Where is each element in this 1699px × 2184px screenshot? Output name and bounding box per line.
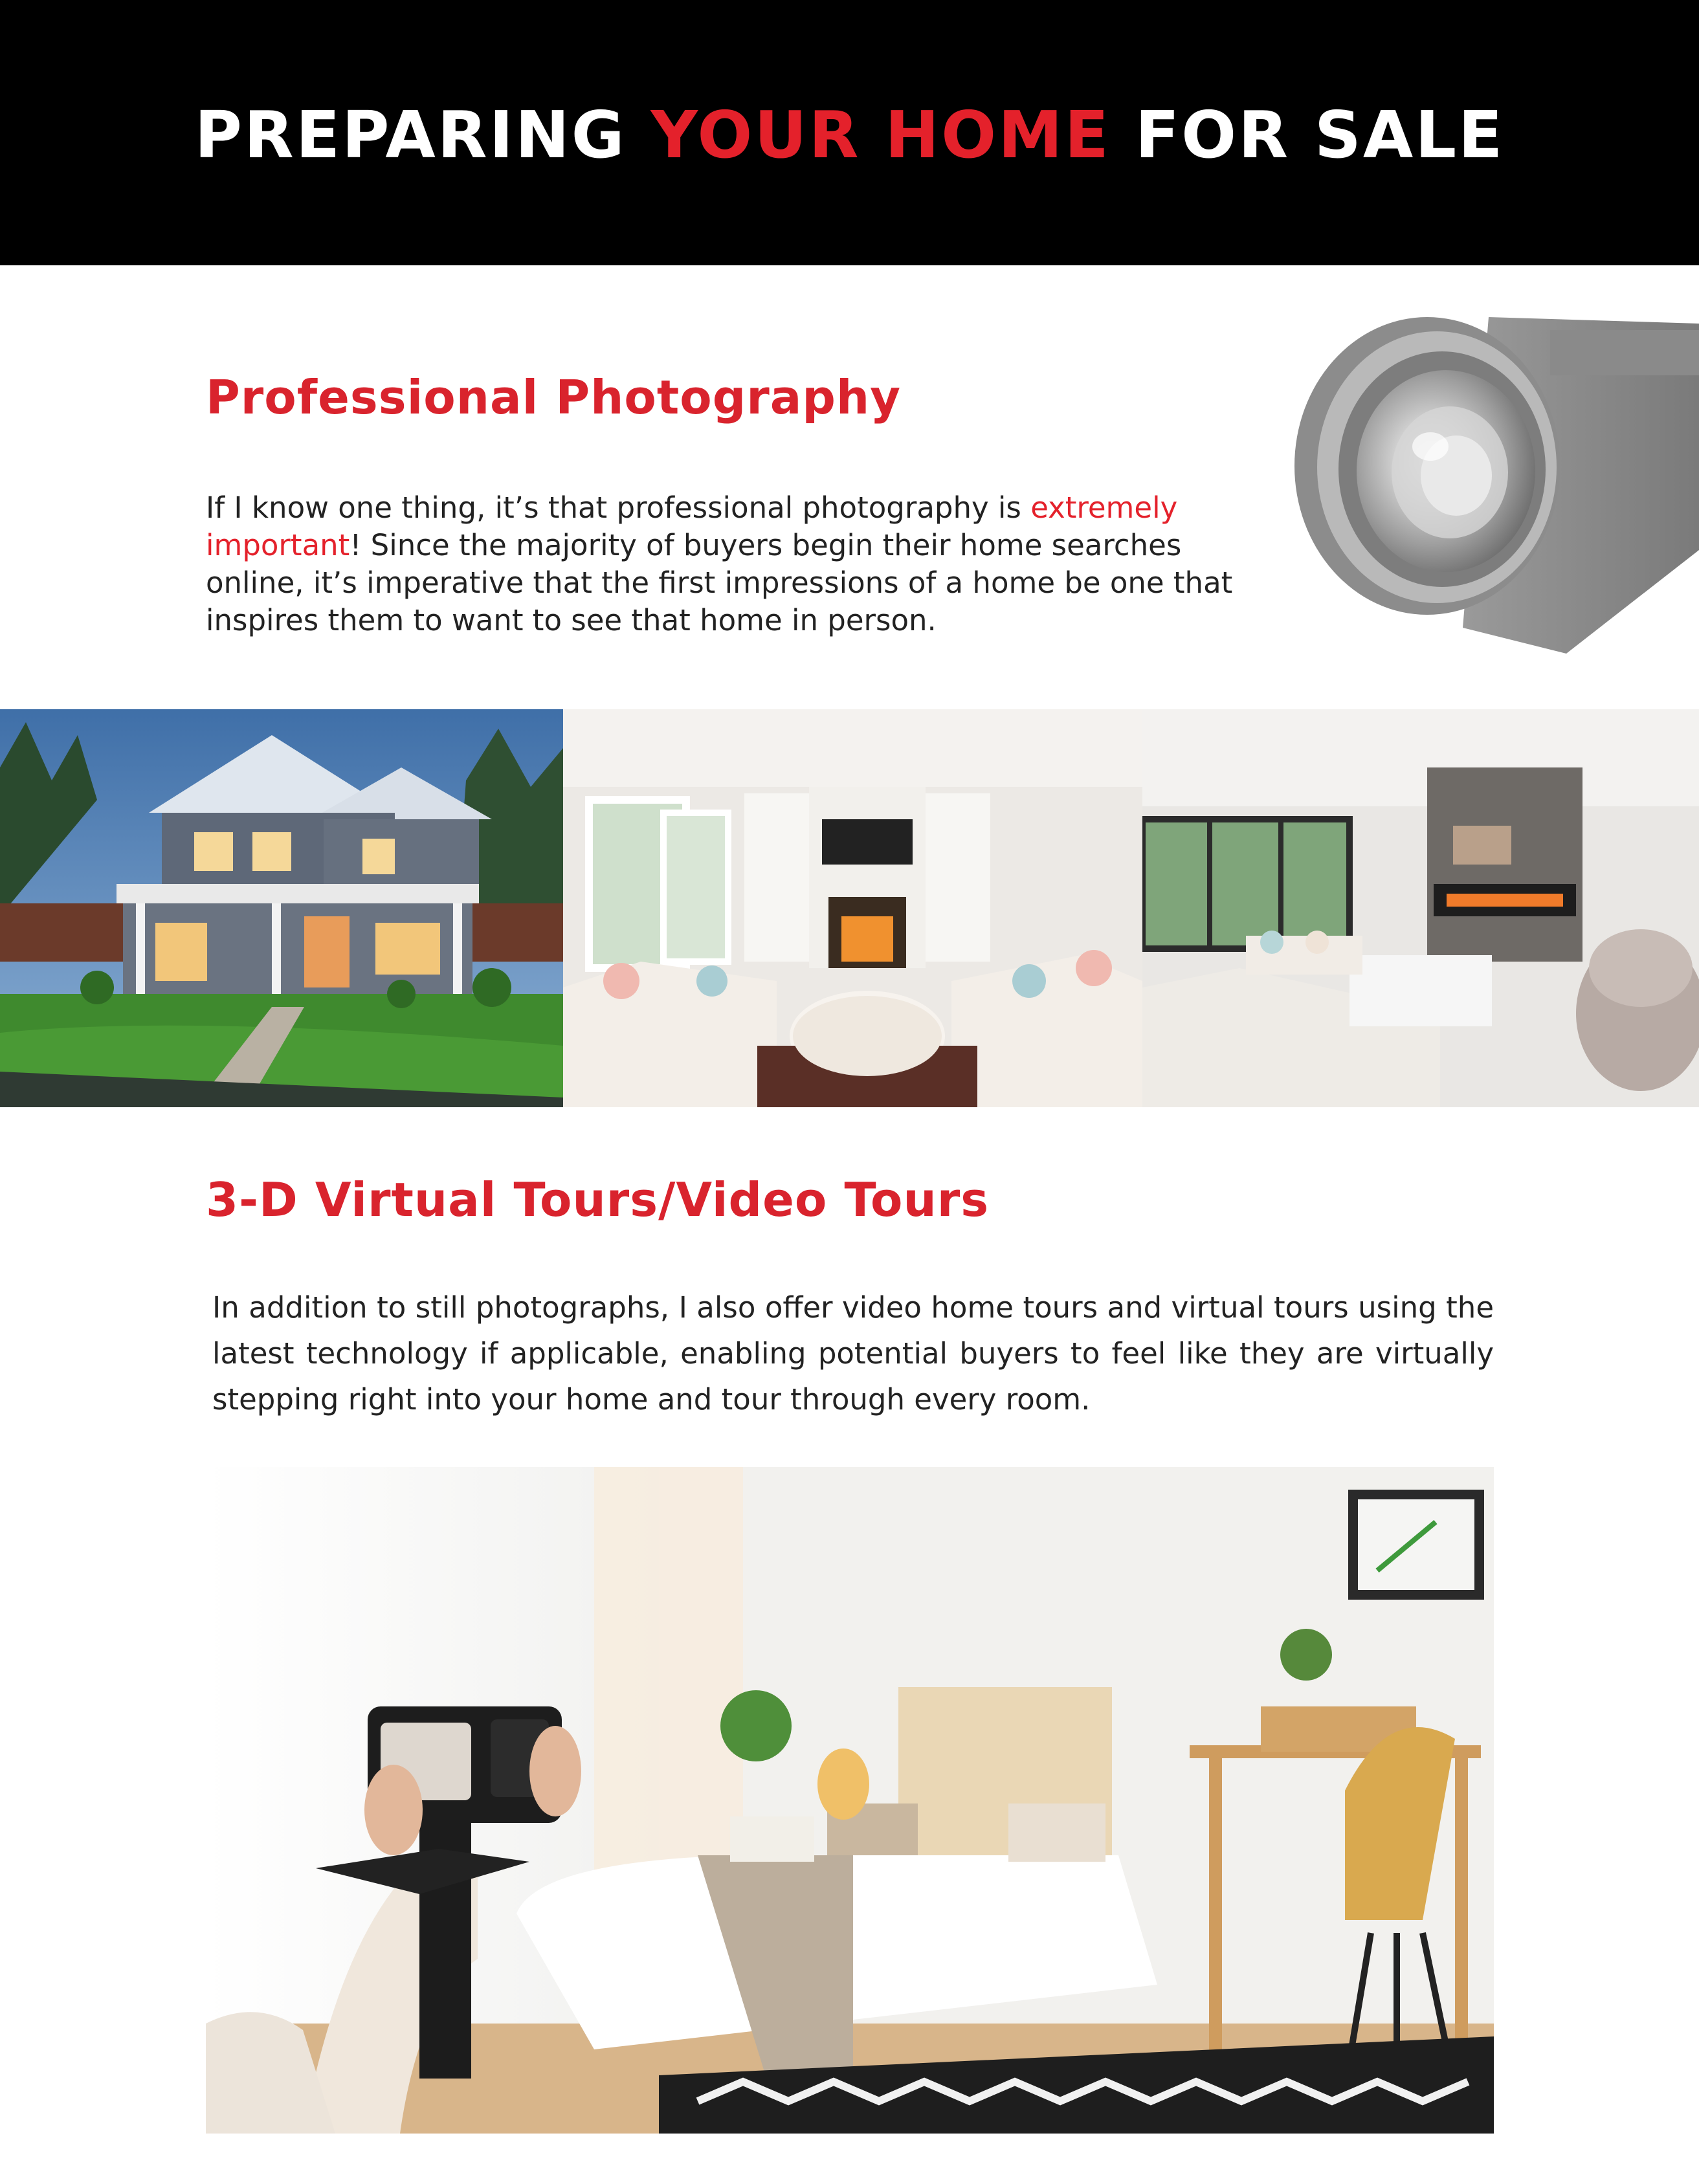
title-part-1: PREPARING bbox=[194, 97, 651, 173]
header-band bbox=[0, 0, 1699, 265]
house-exterior-photo bbox=[0, 709, 563, 1107]
tours-heading: 3-D Virtual Tours/Video Tours bbox=[206, 1173, 990, 1227]
title-part-3: FOR SALE bbox=[1110, 97, 1505, 173]
photography-text-end: ! Since the majority of buyers begin their home searches online, it’s imperative that the first impressions of a home be one that inspires them to want to see that home in person. bbox=[206, 528, 1233, 637]
page-title bbox=[0, 97, 1699, 173]
photography-paragraph bbox=[206, 489, 1280, 639]
tours-paragraph: In addition to still photographs, I also offer video home tours and virtual tours using the latest technology if applicable, enabling potential buyers to feel like they are virtually stepping right into your home and tour through every room. bbox=[212, 1290, 1494, 1417]
living-room-fireplace-photo bbox=[1142, 709, 1699, 1107]
photography-heading: Professional Photography bbox=[206, 370, 902, 425]
living-room-photo bbox=[563, 709, 1142, 1107]
title-highlight: YOUR HOME bbox=[650, 97, 1111, 173]
camera-lens-image bbox=[1294, 317, 1699, 667]
photographer-bedroom-photo bbox=[206, 1467, 1494, 2134]
photography-text-highlight: extremely important bbox=[206, 491, 1178, 562]
photography-text-start: If I know one thing, it’s that professional photography is bbox=[206, 491, 1031, 525]
